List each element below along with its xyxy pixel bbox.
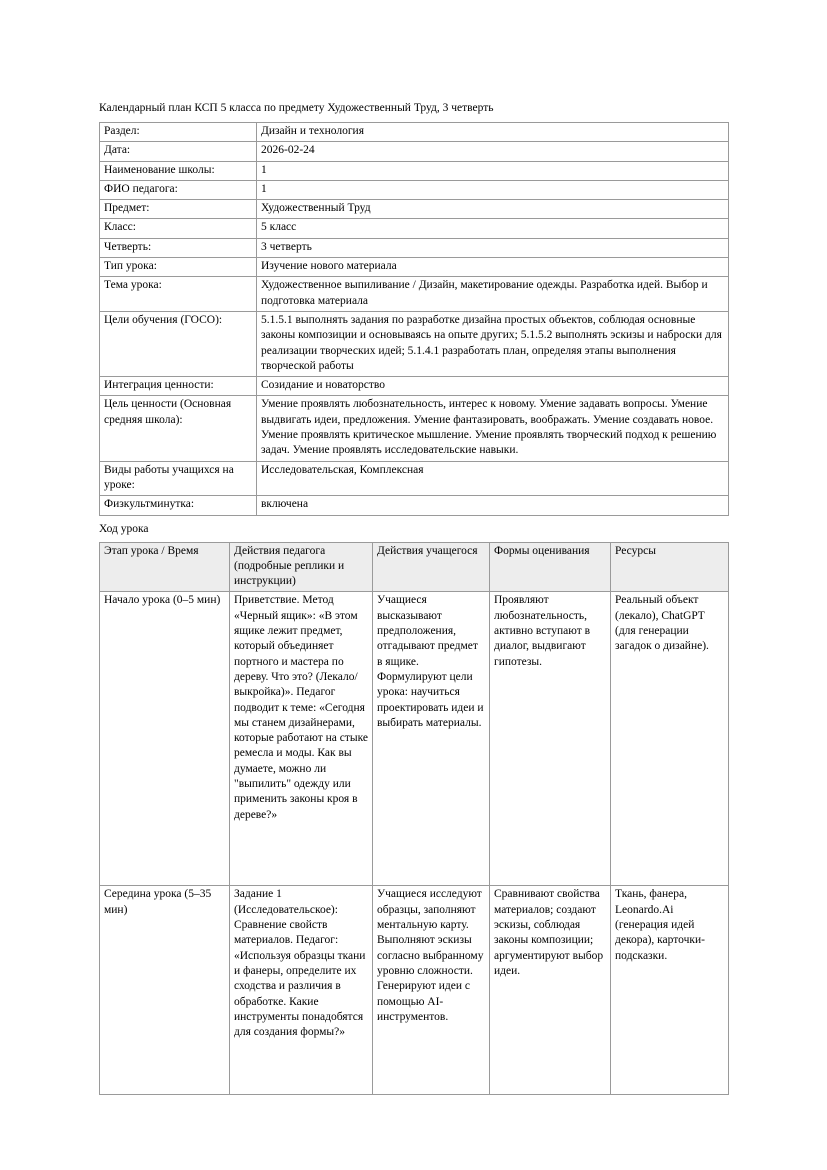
info-value: Умение проявлять любознательность, интерес к новому. Умение задавать вопросы. Умение выдвигать идеи, предложения. Умение фантазировать, воображать. Умение создавать новое. Умение проявлять критическое мышление. Умение проявлять творческий подход к решению задач. Умение проявлять исследовательские навыки. [257, 396, 729, 461]
lesson-flow-head [100, 542, 729, 592]
info-value: Дизайн и технология [257, 123, 729, 142]
info-value: 1 [257, 161, 729, 180]
table-header-row [100, 542, 729, 592]
table-row [100, 311, 729, 376]
table-row [100, 200, 729, 219]
table-row [100, 592, 729, 886]
cell-teacher-actions: Задание 1 (Исследовательское): Сравнение свойств материалов. Педагог: «Используя образцы ткани и фанеры, определите их сходства и различия в обработке. Какие инструменты понадобятся для создания формы?» [230, 886, 373, 1095]
info-label: Наименование школы: [100, 161, 257, 180]
cell-assessment: Сравнивают свойства материалов; создают эскизы, соблюдая законы композиции; аргументируют выбор идеи. [490, 886, 611, 1095]
cell-resources: Реальный объект (лекало), ChatGPT (для генерации загадок о дизайне). [611, 592, 729, 886]
info-label: Интеграция ценности: [100, 377, 257, 396]
column-header-teacher-actions: Действия педагога (подробные реплики и инструкции) [230, 542, 373, 592]
info-value: 1 [257, 180, 729, 199]
column-header-student-actions: Действия учащегося [373, 542, 490, 592]
table-row [100, 180, 729, 199]
info-value: Изучение нового материала [257, 258, 729, 277]
table-row [100, 396, 729, 461]
table-row [100, 496, 729, 515]
table-row [100, 258, 729, 277]
document-content [99, 100, 728, 1095]
lesson-info-table [99, 122, 729, 516]
page-title: Календарный план КСП 5 класса по предмету Художественный Труд, 3 четверть [99, 102, 494, 114]
lesson-flow-table [99, 542, 729, 1096]
column-header-resources: Ресурсы [611, 542, 729, 592]
info-value: 5 класс [257, 219, 729, 238]
info-label: Раздел: [100, 123, 257, 142]
info-value: Исследовательская, Комплексная [257, 461, 729, 496]
table-row [100, 161, 729, 180]
cell-stage: Начало урока (0–5 мин) [100, 592, 230, 886]
column-header-stage: Этап урока / Время [100, 542, 230, 592]
info-label: Виды работы учащихся на уроке: [100, 461, 257, 496]
info-label: Тема урока: [100, 277, 257, 312]
table-row [100, 238, 729, 257]
info-value: 2026-02-24 [257, 142, 729, 161]
table-row [100, 142, 729, 161]
table-row [100, 219, 729, 238]
info-value: включена [257, 496, 729, 515]
cell-teacher-actions: Приветствие. Метод «Черный ящик»: «В этом ящике лежит предмет, который объединяет портного и мастера по дереву. Что это? (Лекало/выкройка)». Педагог подводит к теме: «Сегодня мы станем дизайнерами, которые работают на стыке ремесла и моды. Как вы думаете, можно ли "выпилить" одежду или применить законы кроя в дереве?» [230, 592, 373, 886]
info-label: Класс: [100, 219, 257, 238]
table-row [100, 123, 729, 142]
info-label: Четверть: [100, 238, 257, 257]
cell-stage: Середина урока (5–35 мин) [100, 886, 230, 1095]
info-value: Художественный Труд [257, 200, 729, 219]
info-label: Цель ценности (Основная средняя школа): [100, 396, 257, 461]
lesson-flow-body [100, 592, 729, 1095]
cell-student-actions: Учащиеся исследуют образцы, заполняют ментальную карту. Выполняют эскизы согласно выбранному уровню сложности. Генерируют идеи с помощью AI-инструментов. [373, 886, 490, 1095]
info-value: 5.1.5.1 выполнять задания по разработке дизайна простых объектов, соблюдая основные законы композиции и основываясь на опыте других; 5.1.5.2 выполнять эскизы и наброски для реализации творческих идей; 5.1.4.1 разработать план, определяя этапы выполнения творческой работы [257, 311, 729, 376]
cell-assessment: Проявляют любознательность, активно вступают в диалог, выдвигают гипотезы. [490, 592, 611, 886]
info-value: Созидание и новаторство [257, 377, 729, 396]
table-row [100, 461, 729, 496]
table-row [100, 886, 729, 1095]
table-row [100, 277, 729, 312]
table-row [100, 377, 729, 396]
column-header-assessment: Формы оценивания [490, 542, 611, 592]
cell-resources: Ткань, фанера, Leonardo.Ai (генерация идей декора), карточки-подсказки. [611, 886, 729, 1095]
lesson-info-body [100, 123, 729, 516]
section-caption-lesson-flow: Ход урока [99, 522, 149, 535]
info-value: 3 четверть [257, 238, 729, 257]
info-label: Дата: [100, 142, 257, 161]
info-label: Предмет: [100, 200, 257, 219]
cell-student-actions: Учащиеся высказывают предположения, отгадывают предмет в ящике. Формулируют цели урока: научиться проектировать идеи и выбирать материалы. [373, 592, 490, 886]
info-value: Художественное выпиливание / Дизайн, макетирование одежды. Разработка идей. Выбор и подготовка материала [257, 277, 729, 312]
info-label: Физкультминутка: [100, 496, 257, 515]
info-label: Цели обучения (ГОСО): [100, 311, 257, 376]
info-label: ФИО педагога: [100, 180, 257, 199]
info-label: Тип урока: [100, 258, 257, 277]
